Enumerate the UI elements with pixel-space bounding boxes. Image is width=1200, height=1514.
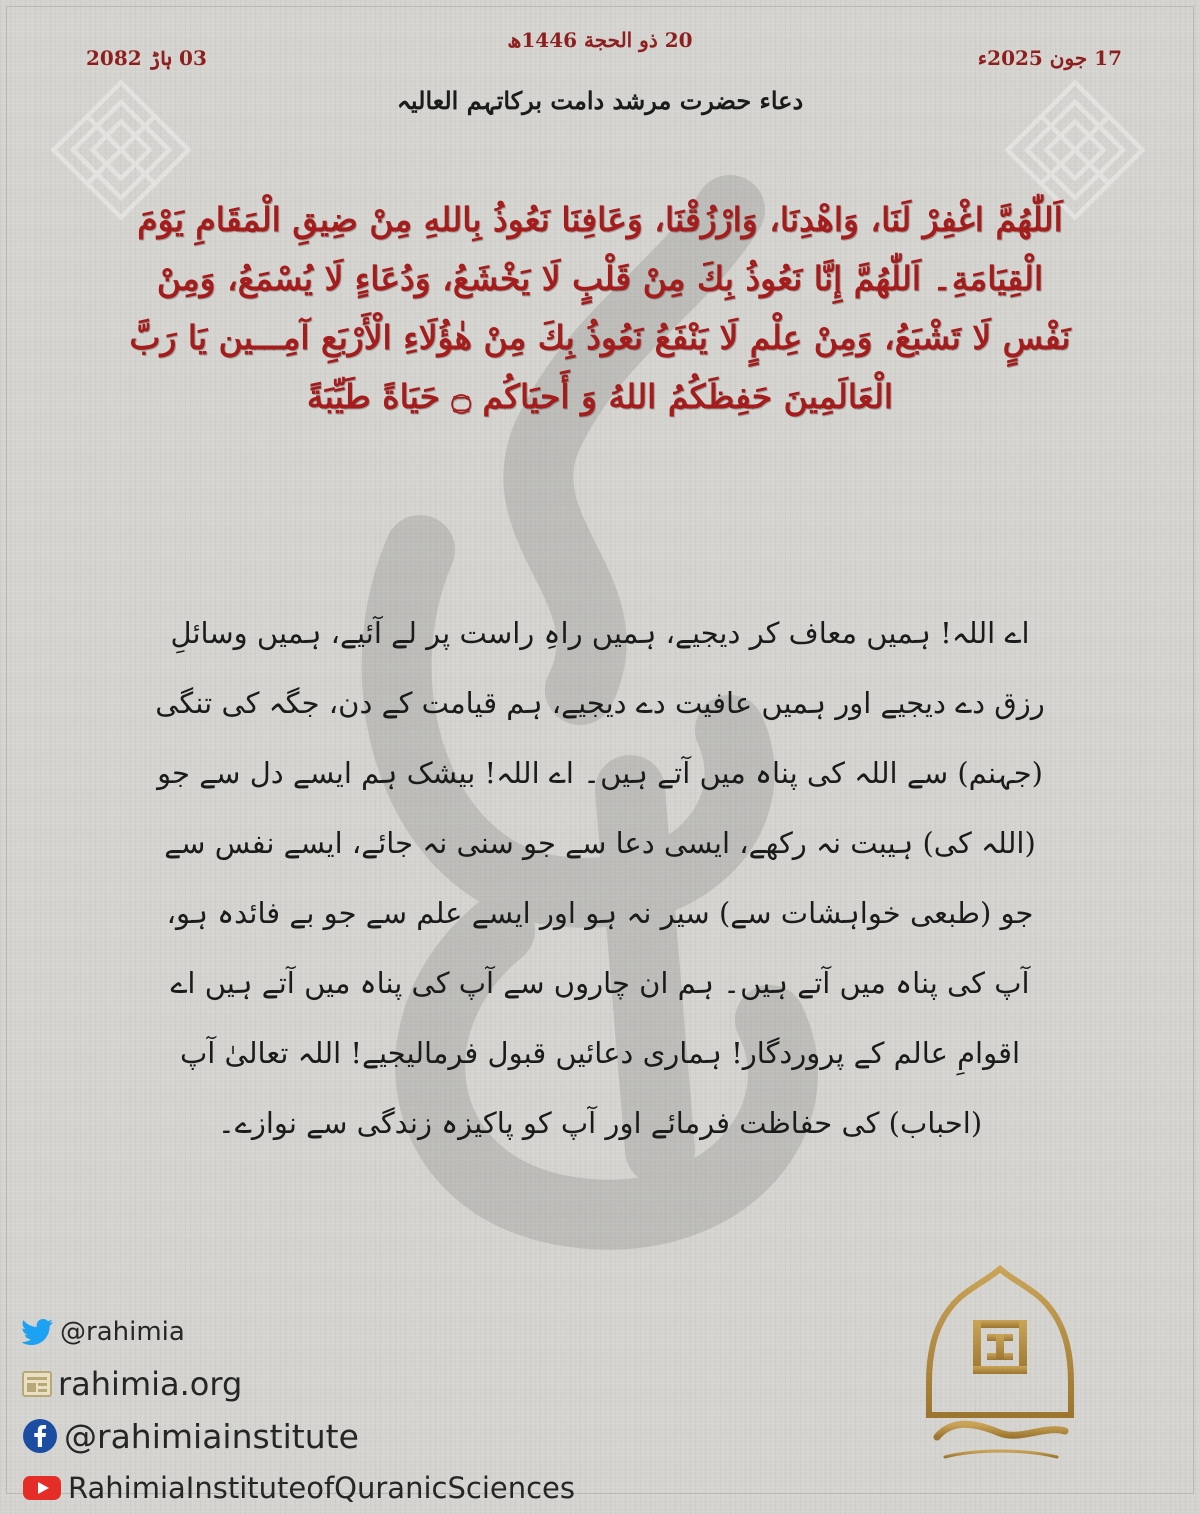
social-links (22, 1306, 575, 1514)
rahimia-logo (905, 1265, 1095, 1470)
twitter-icon (22, 1318, 54, 1346)
hijri-date: 20 ذو الحجة 1446ھ (507, 28, 693, 52)
facebook-icon (22, 1418, 58, 1454)
facebook-handle: @rahimiainstitute (64, 1416, 359, 1456)
youtube-link[interactable] (22, 1462, 575, 1514)
gregorian-date: 17 جون 2025ء (977, 46, 1122, 70)
page-title: دعاء حضرت مرشد دامت برکاتہم العالیہ (396, 86, 804, 115)
bikrami-date: 03 ہاڑ 2082 (86, 46, 207, 70)
website-url: rahimia.org (58, 1365, 243, 1403)
urdu-translation-text: اے اللہ! ہمیں معاف کر دیجیے، ہمیں راہِ راست پر لے آئیے، ہمیں وسائلِ رزق دے دیجیے اور ہمیں عافیت دے دیجیے، ہم قیامت کے دن، جگہ کی تنگی (جہنم) سے اللہ کی پناہ میں آتے ہیں۔ اے اللہ! بیشک ہم ایسے دل سے جو (اللہ کی) ہیبت نہ رکھے، ایسی دعا سے جو سنی نہ جائے، ایسے نفس سے جو (طبعی خواہشات سے) سیر نہ ہو اور ایسے علم سے جو بے فائدہ ہو، آپ کی پناہ میں آتے ہیں۔ ہم ان چاروں سے آپ کی پناہ میں آتے ہیں اے اقوامِ عالم کے پروردگار! ہماری دعائیں قبول فرمالیجیے! اللہ تعالیٰ آپ (احباب) کی حفاظت فرمائے اور آپ کو پاکیزہ زندگی سے نوازے۔ (155, 616, 1045, 1140)
youtube-icon (22, 1474, 62, 1502)
web-icon (22, 1370, 52, 1398)
twitter-handle: @rahimia (60, 1317, 185, 1347)
facebook-link[interactable] (22, 1410, 575, 1462)
arabic-prayer-text: اَللّٰهُمَّ اغْفِرْ لَنَا، وَاهْدِنَا، وَارْزُقْنَا، وَعَافِنَا نَعُوذُ بِاللهِ مِنْ ضِيقِ الْمَقَامِ يَوْمَ الْقِيَامَةِ۔ اَللّٰهُمَّ إِنَّا نَعُوذُ بِكَ مِنْ قَلْبٍ لَا يَخْشَعُ، وَدُعَاءٍ لَا يُسْمَعُ، وَمِنْ نَفْسٍ لَا تَشْبَعُ، وَمِنْ عِلْمٍ لَا يَنْفَعُ نَعُوذُ بِكَ مِنْ هٰؤُلَاءِ الْأَرْبَعِ آمِـــين يَا رَبَّ الْعَالَمِينَ حَفِظَكُمُ اللهُ وَ أَحيَاكُم ۝ حَيَاةً طَيِّبَةً (129, 200, 1071, 416)
twitter-link[interactable] (22, 1306, 575, 1358)
website-link[interactable] (22, 1358, 575, 1410)
youtube-channel: RahimiaInstituteofQuranicSciences (68, 1471, 575, 1505)
